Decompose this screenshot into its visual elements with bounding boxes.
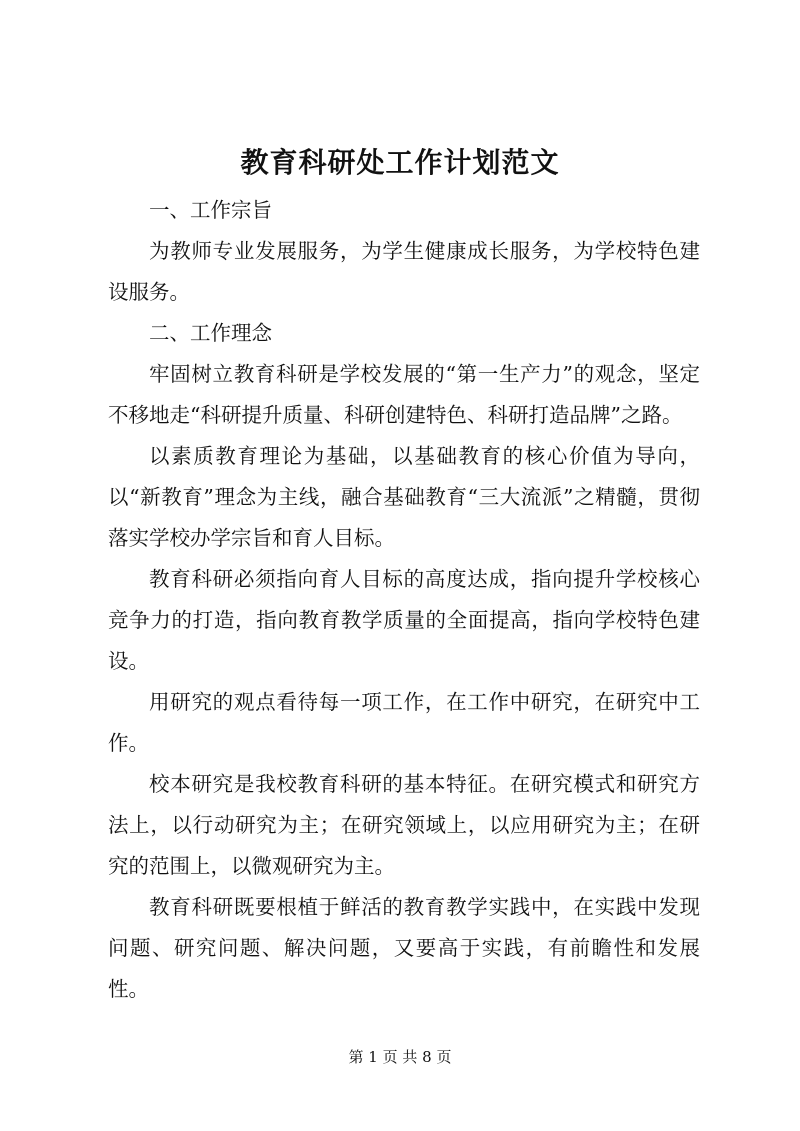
paragraph: 为教师专业发展服务，为学生健康成长服务，为学校特色建设服务。 <box>108 239 700 304</box>
paragraph: 教育科研必须指向育人目标的高度达成，指向提升学校核心竞争力的打造，指向教育教学质量的全面提高，指向学校特色建设。 <box>108 567 700 673</box>
section-heading-purpose: 一、工作宗旨 <box>149 198 272 222</box>
paragraph: 用研究的观点看待每一项工作，在工作中研究，在研究中工作。 <box>108 690 700 755</box>
paragraph: 教育科研既要根植于鲜活的教育教学实践中，在实践中发现问题、研究问题、解决问题，又要高于实践，有前瞻性和发展性。 <box>108 895 700 1001</box>
section-heading-philosophy: 二、工作理念 <box>149 321 272 345</box>
page-number-footer: 第 1 页 共 8 页 <box>348 1048 452 1066</box>
document-body <box>108 190 700 1010</box>
document-title: 教育科研处工作计划范文 <box>240 146 560 179</box>
paragraph: 校本研究是我校教育科研的基本特征。在研究模式和研究方法上，以行动研究为主；在研究领域上，以应用研究为主；在研究的范围上，以微观研究为主。 <box>108 772 700 878</box>
paragraph: 牢固树立教育科研是学校发展的“第一生产力”的观念，坚定不移地走“科研提升质量、科研创建特色、科研打造品牌”之路。 <box>108 362 700 427</box>
paragraph: 以素质教育理论为基础，以基础教育的核心价值为导向，以“新教育”理念为主线，融合基础教育“三大流派”之精髓，贯彻落实学校办学宗旨和育人目标。 <box>108 444 700 550</box>
